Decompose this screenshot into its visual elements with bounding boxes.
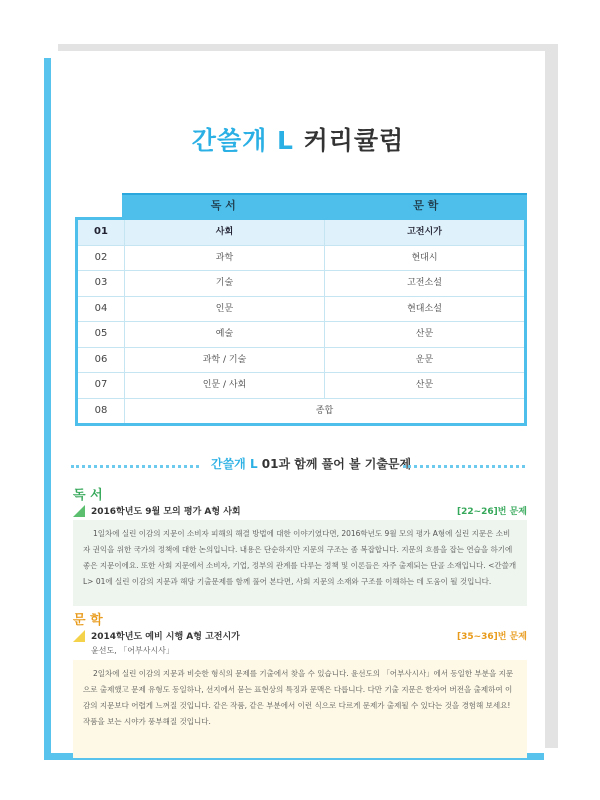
section-heading-label <box>211 455 411 472</box>
row-number: 04 <box>78 297 125 322</box>
row-number: 05 <box>78 322 125 347</box>
literature-cell: 산문 <box>415 329 434 339</box>
combined-cell: 종합 <box>315 405 334 416</box>
triangle-marker-icon <box>73 505 85 517</box>
reading-cell: 사회 <box>125 220 325 245</box>
row-number: 06 <box>78 348 125 373</box>
literature-cell: 고전시가 <box>407 227 442 237</box>
literature-cell: 고전소설 <box>407 278 442 288</box>
dotted-divider-left <box>71 465 199 468</box>
reading-cell: 과학 / 기술 <box>125 348 325 373</box>
literature-work-title: 윤선도, 「어부사시사」 <box>91 646 174 655</box>
section-heading <box>71 455 525 475</box>
literature-description: 2일차에 실린 이감의 지문과 비슷한 형식의 문제를 기출에서 찾을 수 있습니다. 윤선도의 「어부사시사」에서 동일한 부분을 지문으로 출제했고 문제 유형도 동일하나, 선지에서 묻는 표현상의 특징과 문맥은 다릅니다. 다만 기출 지문은 한자어 버전을 출제하여 이감의 지문보다 어렵게 느껴질 것입니다. 같은 작품, 같은 부분에서 이런 식으로 다르게 문제가 출제될 수 있다는 것을 경험해 보세요! 작품을 보는 시야가 풍부해질 것입니다. <box>73 660 527 758</box>
literature-exam-name: 2014학년도 예비 시행 A형 고전시가 <box>91 632 240 642</box>
reading-question-range: [22~26]번 문제 <box>456 507 527 517</box>
row-number: 03 <box>78 271 125 296</box>
row-number: 02 <box>78 246 125 271</box>
table-row <box>78 373 524 399</box>
reading-cell: 기술 <box>125 271 325 296</box>
header-literature: 문 학 <box>413 199 439 212</box>
literature-category-label: 문 학 <box>73 613 103 628</box>
header-reading: 독 서 <box>210 199 236 212</box>
title-rest: 커리큘럼 <box>293 126 405 155</box>
literature-cell: 현대시 <box>411 252 438 263</box>
dotted-divider-right <box>403 465 525 468</box>
section-text: 01과 함께 풀어 볼 기출문제 <box>257 457 412 471</box>
reading-description: 1일차에 실린 이감의 지문이 소비자 피해의 해결 방법에 대한 이야기였다면, 2016학년도 9월 모의 평가 A형에 실린 지문은 소비자 권익을 위한 국가의 정책에 대한 논의입니다. 내용은 단순하지만 지문의 구조는 좀 복잡합니다. 지문의 흐름을 잡는 연습을 하기에 좋은 지문이에요. 또한 사회 지문에서 소비자, 기업, 정부의 관계를 다루는 정책 및 이론들은 자주 출제되는 단골 소재입니다. <간쓸개 L> 01에 실린 이감의 지문과 해당 기출문제를 함께 풀어 본다면, 사회 지문의 소재와 구조를 이해하는 데 도움이 될 것입니다. <box>73 520 527 606</box>
reading-exam-name: 2016학년도 9월 모의 평가 A형 사회 <box>91 507 241 517</box>
literature-cell: 현대소설 <box>407 303 442 314</box>
table-row <box>78 348 524 374</box>
row-number: 08 <box>78 399 125 424</box>
table-row <box>78 297 524 323</box>
reading-cell: 인문 <box>125 297 325 322</box>
title-brand: 간쓸개 L <box>191 126 294 155</box>
literature-question-range: [35~36]번 문제 <box>456 632 527 642</box>
literature-cell: 산문 <box>415 380 434 390</box>
reading-exam <box>73 503 527 519</box>
curriculum-body <box>75 217 527 426</box>
triangle-marker-icon <box>73 630 85 642</box>
reading-cell: 예술 <box>125 322 325 347</box>
table-row <box>78 220 524 246</box>
reading-cell: 과학 <box>125 246 325 271</box>
reading-cell: 인문 / 사회 <box>125 373 325 398</box>
literature-cell: 운문 <box>415 354 434 365</box>
row-number: 07 <box>78 373 125 398</box>
page-title <box>51 121 545 157</box>
row-number: 01 <box>78 220 125 245</box>
curriculum-table <box>75 193 527 426</box>
page <box>51 51 545 753</box>
literature-exam <box>73 628 527 644</box>
table-row <box>78 246 524 272</box>
curriculum-header <box>122 193 527 217</box>
reading-category-label: 독 서 <box>73 488 103 503</box>
section-brand: 간쓸개 L <box>211 457 258 471</box>
table-row <box>78 271 524 297</box>
table-row <box>78 399 524 424</box>
table-row <box>78 322 524 348</box>
